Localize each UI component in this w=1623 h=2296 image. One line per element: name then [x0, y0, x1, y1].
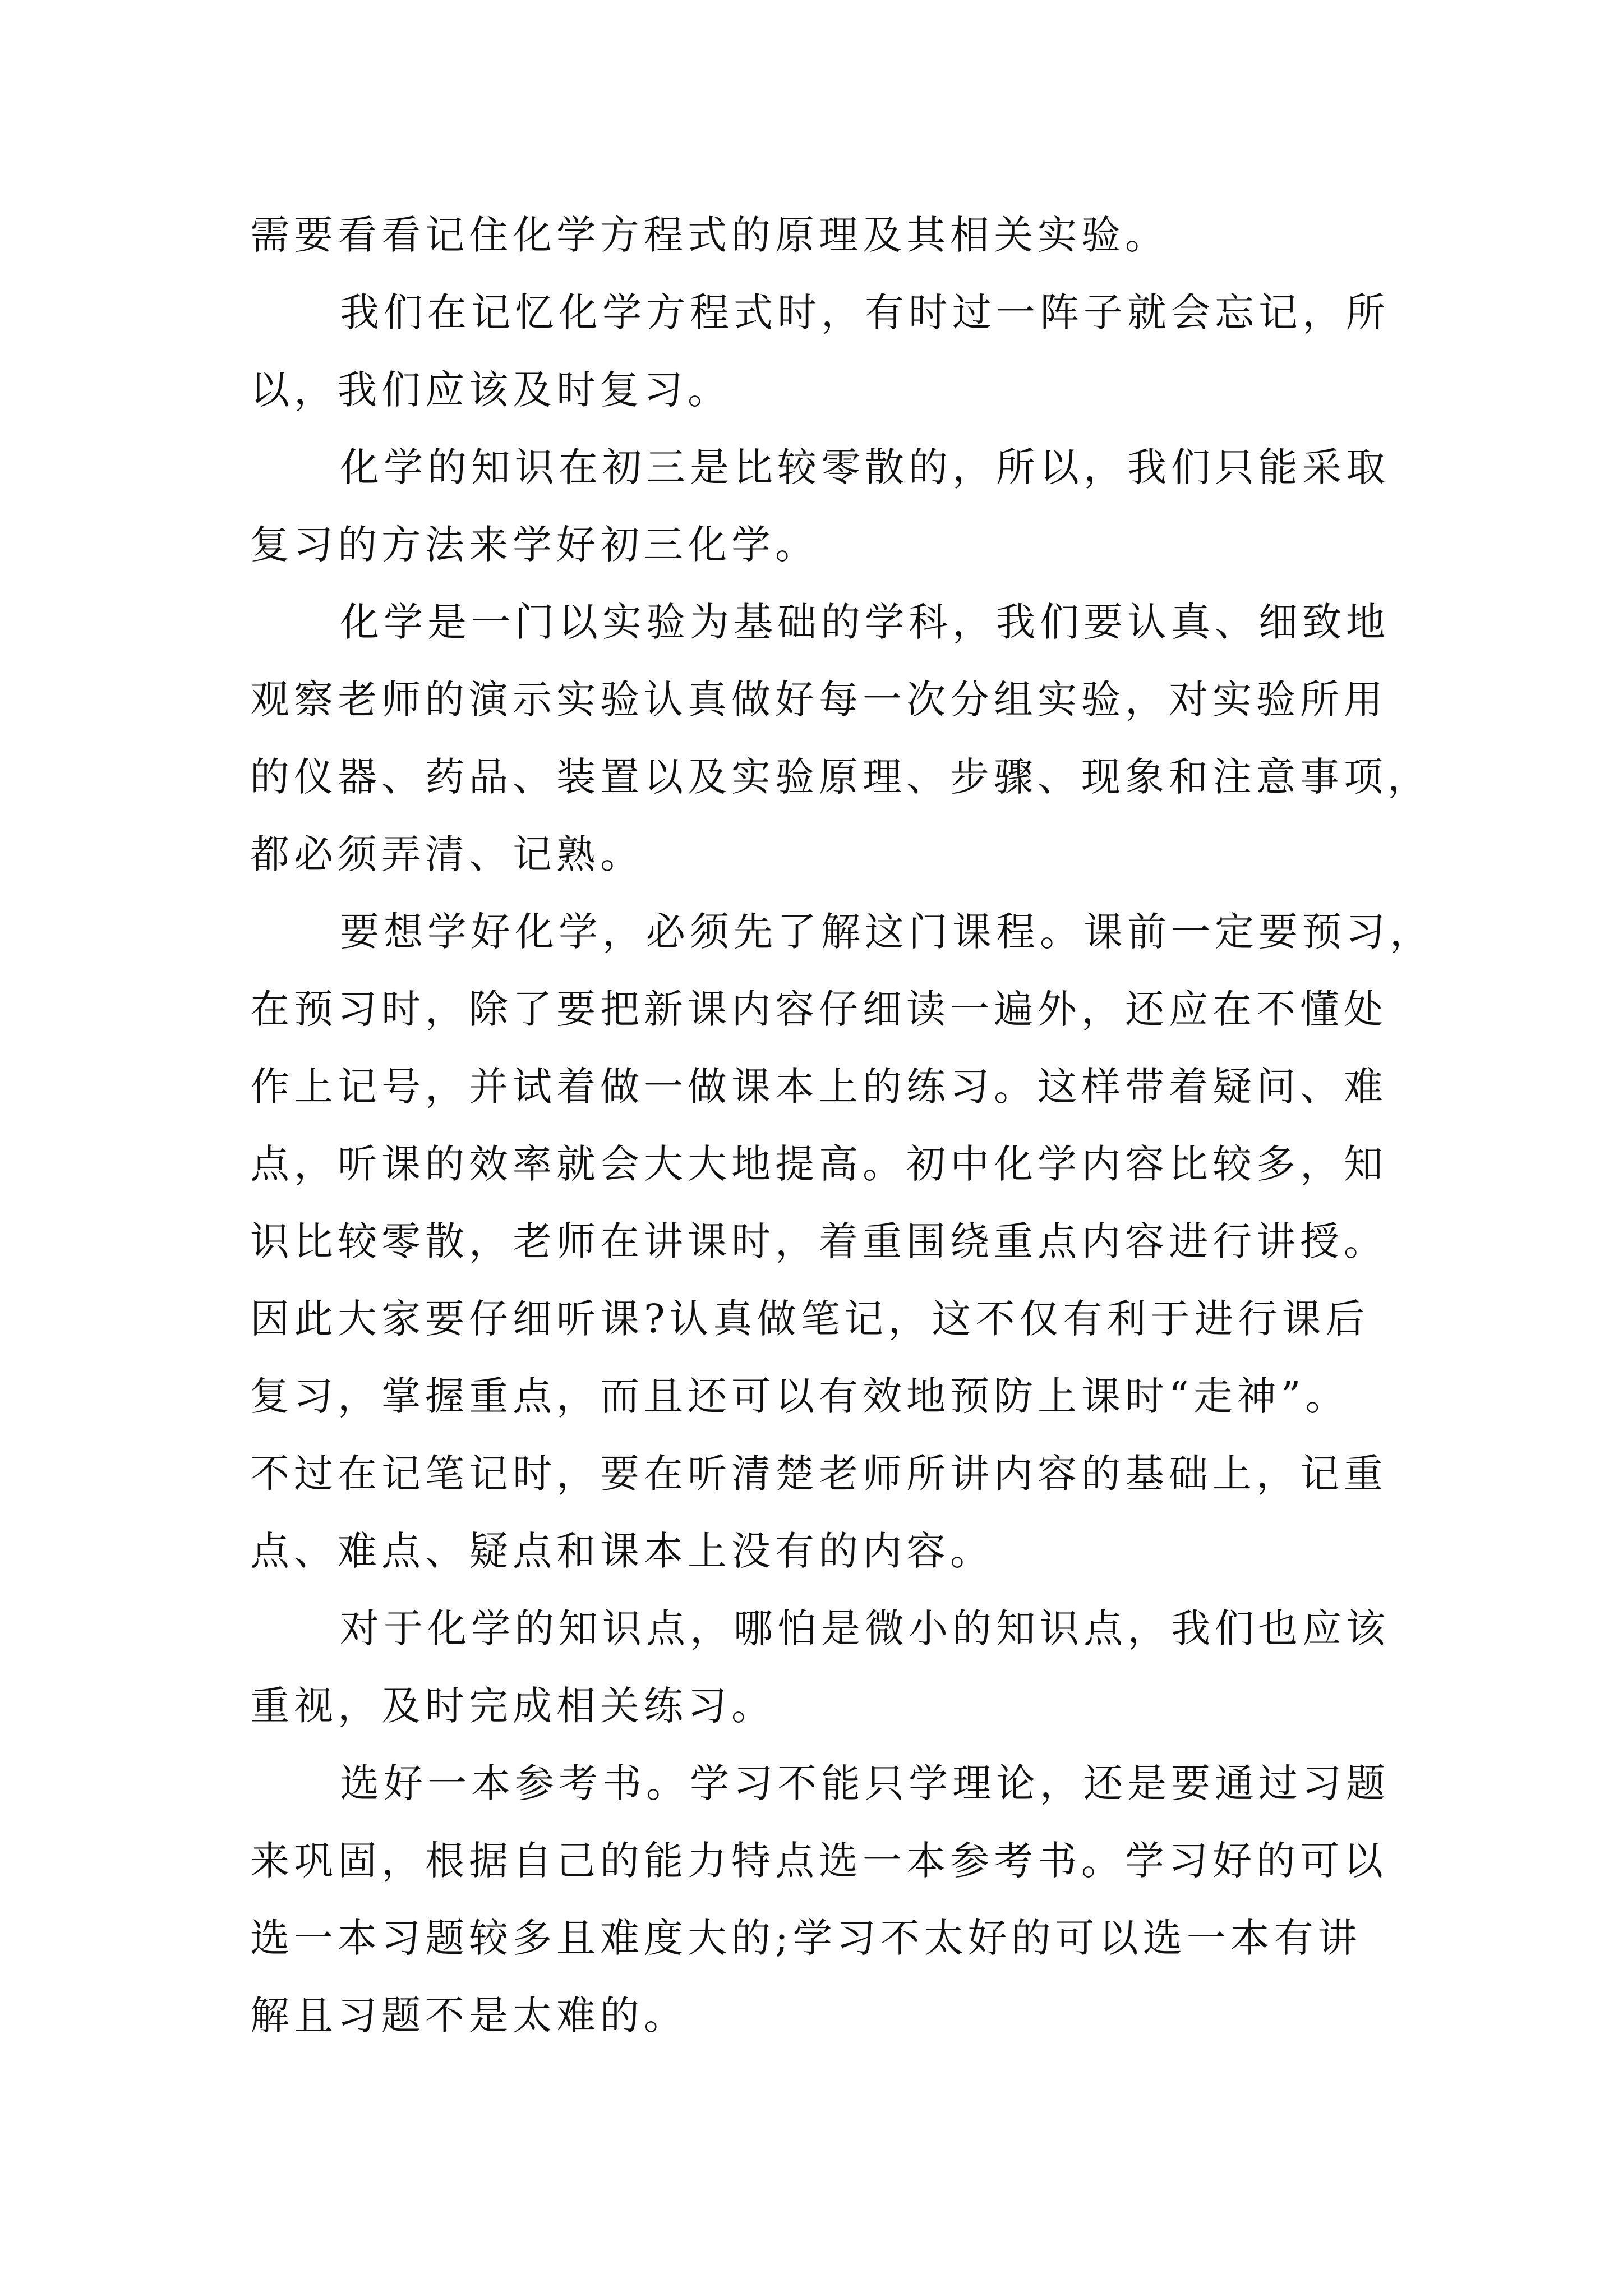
text-line: 观察老师的演示实验认真做好每一次分组实验，对实验所用	[250, 677, 1387, 723]
text-line: 复习，掌握重点，而且还可以有效地预防上课时“走神”。	[250, 1373, 1349, 1419]
text-line: 对于化学的知识点，哪怕是微小的知识点，我们也应该	[340, 1605, 1390, 1651]
text-line: 需要看看记住化学方程式的原理及其相关实验。	[250, 212, 1169, 258]
text-line: 重视，及时完成相关练习。	[250, 1683, 775, 1729]
text-line: 我们在记忆化学方程式时，有时过一阵子就会忘记，所	[340, 289, 1390, 335]
text-line: 来巩固，根据自己的能力特点选一本参考书。学习好的可以	[250, 1838, 1387, 1884]
text-line: 的仪器、药品、装置以及实验原理、步骤、现象和注意事项，	[250, 754, 1431, 800]
text-line: 复习的方法来学好初三化学。	[250, 522, 819, 568]
text-line: 点，听课的效率就会大大地提高。初中化学内容比较多，知	[250, 1141, 1387, 1187]
text-line: 识比较零散，老师在讲课时，着重围绕重点内容进行讲授。	[250, 1218, 1387, 1264]
text-line: 要想学好化学，必须先了解这门课程。课前一定要预习，	[340, 909, 1433, 955]
body-text	[250, 196, 1433, 2054]
text-line: 不过在记笔记时，要在听清楚老师所讲内容的基础上，记重	[250, 1451, 1387, 1497]
text-line: 以，我们应该及时复习。	[250, 367, 731, 413]
text-line: 选一本习题较多且难度大的;学习不太好的可以选一本有讲	[250, 1915, 1362, 1961]
text-line: 在预习时，除了要把新课内容仔细读一遍外，还应在不懂处	[250, 986, 1387, 1032]
text-line: 化学是一门以实验为基础的学科，我们要认真、细致地	[340, 599, 1390, 645]
text-line: 化学的知识在初三是比较零散的，所以，我们只能采取	[340, 444, 1390, 490]
text-line: 作上记号，并试着做一做课本上的练习。这样带着疑问、难	[250, 1064, 1387, 1110]
text-line: 点、难点、疑点和课本上没有的内容。	[250, 1528, 994, 1574]
text-line: 解且习题不是太难的。	[250, 1993, 688, 2039]
text-line: 选好一本参考书。学习不能只学理论，还是要通过习题	[340, 1760, 1390, 1806]
text-line: 因此大家要仔细听课?认真做笔记，这不仅有利于进行课后	[250, 1296, 1370, 1342]
text-line: 都必须弄清、记熟。	[250, 831, 644, 877]
